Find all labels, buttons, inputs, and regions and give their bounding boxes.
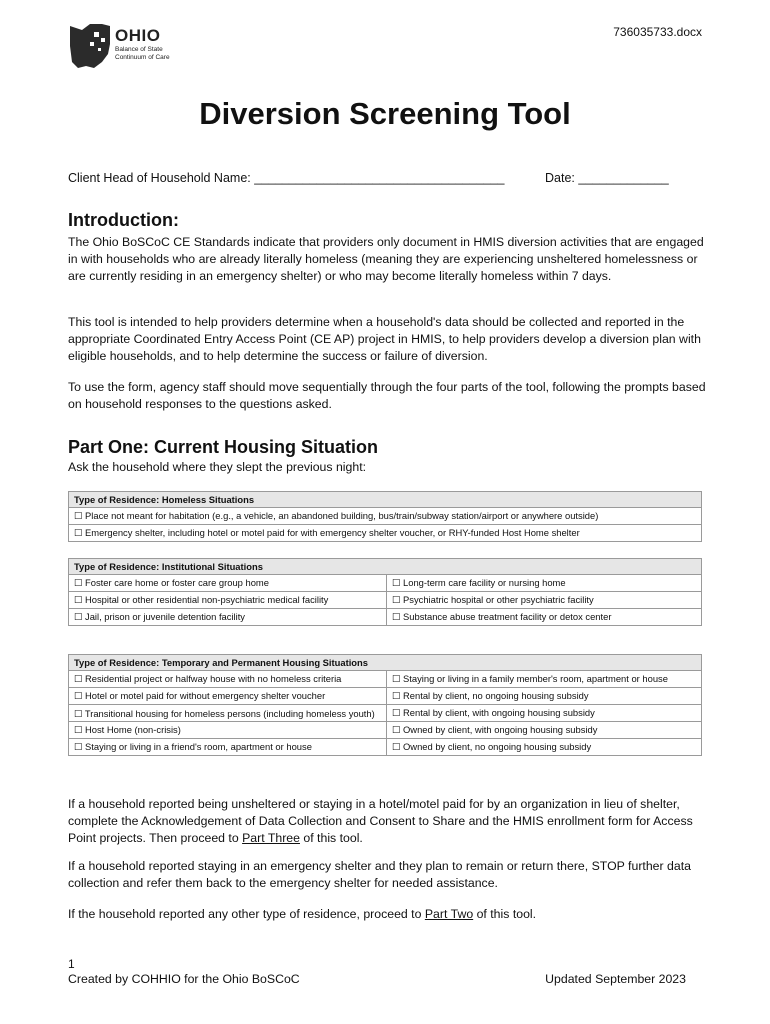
instruction-emergency-shelter: If a household reported staying in an emergency shelter and they plan to remain or return there, STOP further data collection and refer them back to the emergency shelter for needed assistance. — [68, 859, 691, 890]
table-header: Type of Residence: Temporary and Permanent Housing Situations — [69, 655, 702, 671]
checkbox-option[interactable]: ☐ Foster care home or foster care group home — [69, 575, 387, 592]
introduction-heading: Introduction: — [68, 210, 179, 230]
part-three-link[interactable]: Part Three — [242, 831, 300, 845]
checkbox-icon[interactable]: ☐ — [392, 577, 401, 588]
date-label: Date: — [545, 171, 575, 185]
checkbox-icon[interactable]: ☐ — [74, 741, 83, 752]
document-filename: 736035733.docx — [613, 25, 702, 39]
checkbox-option[interactable]: ☐ Transitional housing for homeless persons (including homeless youth) — [69, 705, 387, 722]
ohio-state-shape-icon — [68, 22, 112, 70]
checkbox-icon[interactable]: ☐ — [74, 510, 83, 521]
checkbox-icon[interactable]: ☐ — [74, 594, 83, 605]
footer-credit: Created by COHHIO for the Ohio BoSCoC — [68, 972, 300, 986]
client-name-label: Client Head of Household Name: — [68, 171, 251, 185]
ohio-logo — [68, 22, 178, 70]
checkbox-icon[interactable]: ☐ — [74, 673, 83, 684]
temporary-permanent-situations-table — [68, 654, 702, 756]
checkbox-option[interactable]: ☐ Hotel or motel paid for without emergency shelter voucher — [69, 688, 387, 705]
checkbox-icon[interactable]: ☐ — [74, 707, 83, 719]
checkbox-option[interactable]: ☐ Rental by client, with ongoing housing subsidy — [387, 705, 702, 722]
page-number: 1 — [68, 957, 75, 971]
table-row — [69, 671, 702, 688]
table-row — [69, 739, 702, 756]
checkbox-icon[interactable]: ☐ — [392, 673, 401, 684]
table-row — [69, 705, 702, 722]
footer-updated: Updated September 2023 — [545, 972, 686, 986]
introduction-paragraph-3: To use the form, agency staff should move sequentially through the four parts of the tool, following the prompts based on household responses to the questions asked. — [68, 380, 706, 411]
institutional-situations-table — [68, 558, 702, 626]
logo-title: OHIO — [115, 26, 161, 45]
page-title: Diversion Screening Tool — [199, 96, 571, 131]
checkbox-option[interactable]: ☐ Staying or living in a family member's room, apartment or house — [387, 671, 702, 688]
checkbox-option[interactable]: ☐ Psychiatric hospital or other psychiatric facility — [387, 592, 702, 609]
checkbox-option[interactable]: ☐ Jail, prison or juvenile detention facility — [69, 609, 387, 626]
checkbox-icon[interactable]: ☐ — [392, 594, 401, 605]
homeless-situations-table — [68, 491, 702, 542]
checkbox-option[interactable]: ☐ Residential project or halfway house with no homeless criteria — [69, 671, 387, 688]
checkbox-icon[interactable]: ☐ — [392, 611, 401, 622]
part-two-link[interactable]: Part Two — [424, 907, 474, 921]
checkbox-icon[interactable]: ☐ — [392, 690, 401, 701]
table-row — [69, 525, 702, 542]
checkbox-icon[interactable]: ☐ — [74, 611, 83, 622]
checkbox-option[interactable]: ☐ Host Home (non-crisis) — [69, 722, 387, 739]
checkbox-option[interactable]: ☐ Emergency shelter, including hotel or motel paid for with emergency shelter voucher, or RHY-funded Host Home shelter — [69, 525, 702, 542]
table-header: Type of Residence: Institutional Situations — [69, 559, 702, 575]
part-one-instruction: Ask the household where they slept the previous night: — [68, 460, 367, 474]
table-row — [69, 592, 702, 609]
logo-subtitle: Balance of State Continuum of Care — [115, 46, 170, 61]
table-header: Type of Residence: Homeless Situations — [69, 492, 702, 508]
date-blank[interactable]: _____________ — [578, 171, 669, 185]
table-row — [69, 508, 702, 525]
checkbox-icon[interactable]: ☐ — [392, 707, 401, 718]
checkbox-icon[interactable]: ☐ — [74, 690, 83, 701]
checkbox-option[interactable]: ☐ Long-term care facility or nursing home — [387, 575, 702, 592]
checkbox-icon[interactable]: ☐ — [74, 577, 83, 588]
checkbox-option[interactable]: ☐ Staying or living in a friend's room, apartment or house — [69, 739, 387, 756]
instruction-unsheltered: If a household reported being unsheltered or staying in a hotel/motel paid for by an organization in lieu of shelter, complete the Acknowledgement of Data Collection and Consent to Share and the HMIS enrollment form for Access Point projects. Then proceed to Part Three of this tool. — [68, 797, 693, 845]
instruction-other-residence: If the household reported any other type of residence, proceed to Part Two of this tool. — [68, 907, 537, 921]
table-row — [69, 609, 702, 626]
checkbox-option[interactable]: ☐ Substance abuse treatment facility or detox center — [387, 609, 702, 626]
checkbox-option[interactable]: ☐ Owned by client, no ongoing housing subsidy — [387, 739, 702, 756]
table-row — [69, 722, 702, 739]
part-one-heading: Part One: Current Housing Situation — [68, 437, 379, 457]
table-row — [69, 688, 702, 705]
checkbox-icon[interactable]: ☐ — [74, 724, 83, 735]
checkbox-option[interactable]: ☐ Hospital or other residential non-psychiatric medical facility — [69, 592, 387, 609]
client-name-field[interactable] — [68, 171, 505, 185]
checkbox-icon[interactable]: ☐ — [74, 527, 83, 538]
introduction-paragraph-2: This tool is intended to help providers determine when a household's data should be collected and reported in the appropriate Coordinated Entry Access Point (CE AP) project in HMIS, to help providers develop a diversion plan with eligible households, and to help determine the success or failure of diversion. — [68, 315, 701, 363]
checkbox-option[interactable]: ☐ Place not meant for habitation (e.g., a vehicle, an abandoned building, bus/train/subway station/airport or anywhere outside) — [69, 508, 702, 525]
checkbox-option[interactable]: ☐ Owned by client, with ongoing housing subsidy — [387, 722, 702, 739]
client-name-blank[interactable]: ____________________________________ — [254, 171, 505, 185]
checkbox-option[interactable]: ☐ Rental by client, no ongoing housing subsidy — [387, 688, 702, 705]
table-row — [69, 575, 702, 592]
date-field[interactable] — [545, 171, 669, 185]
introduction-paragraph-1: The Ohio BoSCoC CE Standards indicate that providers only document in HMIS diversion activities that are engaged in with households who are already literally homeless (meaning they are experiencing unsheltered homelessness or are currently residing in an emergency shelter) or who may become literally homeless within 7 days. — [68, 235, 704, 283]
checkbox-icon[interactable]: ☐ — [392, 724, 401, 735]
checkbox-icon[interactable]: ☐ — [392, 741, 401, 752]
